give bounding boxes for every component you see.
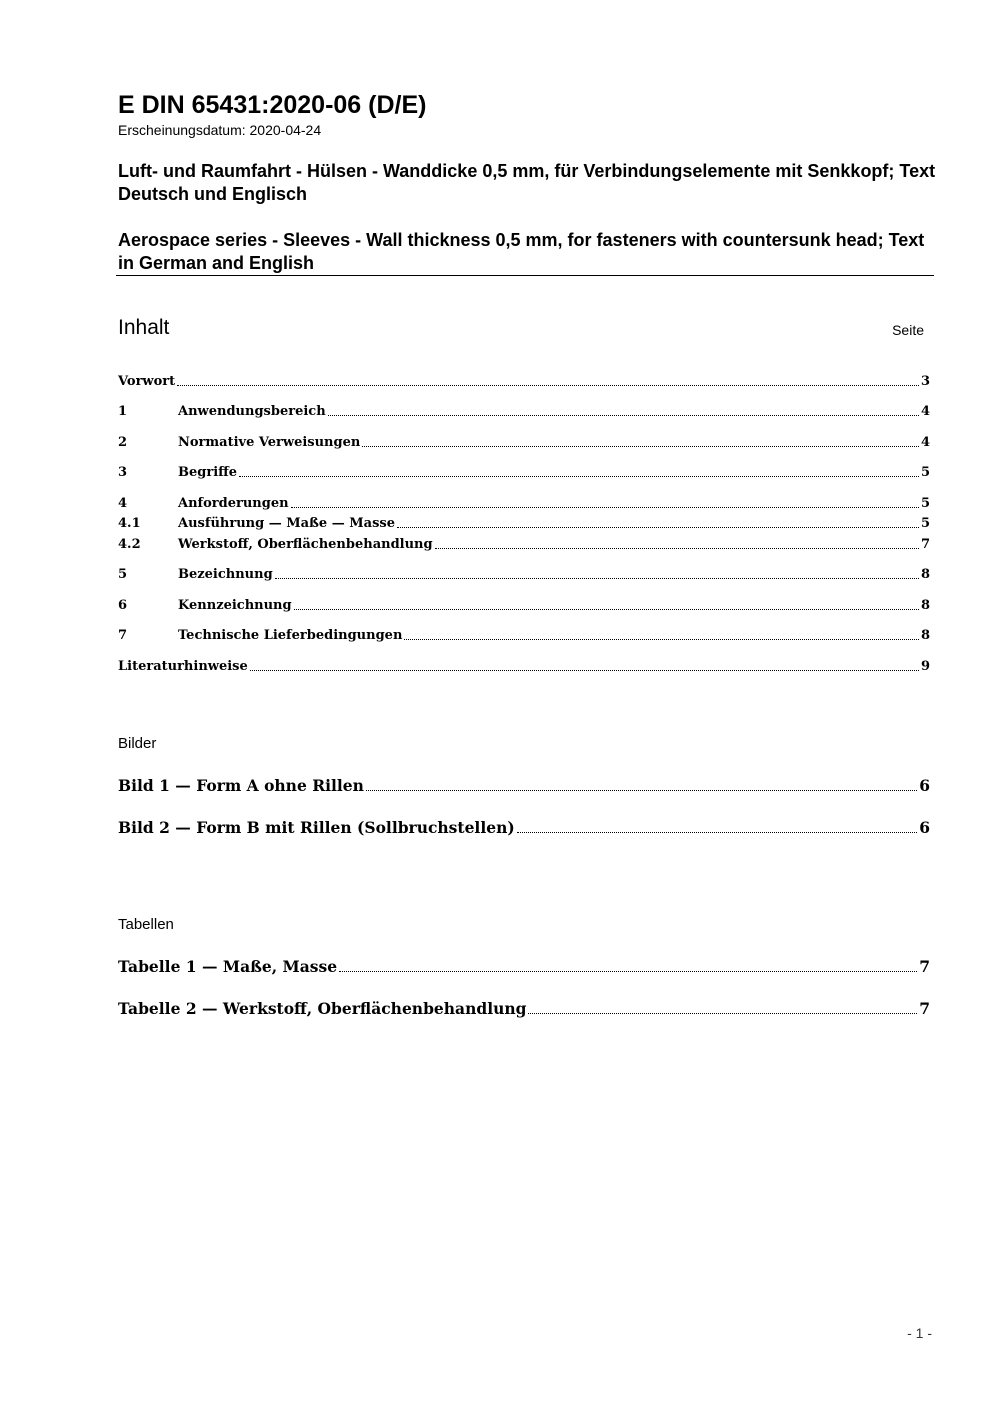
toc-entry-label: Kennzeichnung: [178, 598, 292, 613]
page-column-label: Seite: [892, 322, 924, 338]
figure-entry-page: 6: [919, 818, 930, 837]
toc-entry-label: Anwendungsbereich: [178, 404, 326, 419]
toc-entry-number: 3: [118, 465, 128, 480]
toc-entry-label: Ausführung — Maße — Masse: [178, 516, 395, 531]
table-entry-page: 7: [919, 999, 930, 1018]
figure-entry[interactable]: [118, 772, 930, 796]
toc-entry-number: 2: [118, 435, 128, 450]
toc-entry[interactable]: [118, 533, 930, 553]
toc-entry-page: 8: [920, 628, 930, 643]
toc-entry[interactable]: [118, 655, 930, 675]
toc-entry-page: 5: [920, 516, 930, 531]
toc-entry-page: 3: [920, 374, 930, 389]
toc-entry-page: 7: [920, 537, 930, 552]
dot-leader: [177, 385, 919, 386]
dot-leader: [528, 1013, 917, 1014]
toc-entry-number: 1: [118, 404, 128, 419]
dot-leader: [328, 415, 919, 416]
table-entry-label: Tabelle 1 — Maße, Masse: [118, 957, 338, 976]
toc-entry-page: 5: [920, 496, 930, 511]
figure-entry-page: 6: [919, 776, 930, 795]
toc-entry[interactable]: [118, 492, 930, 512]
toc-entry-label: Anforderungen: [178, 496, 289, 511]
dot-leader: [397, 527, 919, 528]
toc-entry-label: Begriffe: [178, 465, 238, 480]
toc-entry-label: Vorwort: [118, 374, 176, 389]
toc-entry-page: 8: [920, 598, 930, 613]
dot-leader: [339, 971, 917, 972]
toc-entry-number: 7: [118, 628, 128, 643]
table-entry-page: 7: [919, 957, 930, 976]
toc-entry-number: 4.2: [118, 537, 141, 552]
toc-entry[interactable]: [118, 563, 930, 583]
page-number: - 1 -: [907, 1325, 932, 1341]
figure-entry[interactable]: [118, 814, 930, 838]
dot-leader: [294, 609, 919, 610]
table-entry[interactable]: [118, 953, 930, 977]
table-entry-label: Tabelle 2 — Werkstoff, Oberflächenbehandlung: [118, 999, 527, 1018]
issue-date: Erscheinungsdatum: 2020-04-24: [118, 122, 322, 138]
toc-entry-page: 4: [920, 404, 930, 419]
toc-entry[interactable]: [118, 461, 930, 481]
toc-entry-number: 5: [118, 567, 128, 582]
dot-leader: [517, 832, 918, 833]
toc-entry[interactable]: [118, 370, 930, 390]
table-entry[interactable]: [118, 995, 930, 1019]
toc-entry[interactable]: [118, 512, 930, 532]
toc-entry-page: 9: [920, 659, 930, 674]
toc-entry[interactable]: [118, 594, 930, 614]
title-german: Luft- und Raumfahrt - Hülsen - Wanddicke 0,5 mm, für Verbindungselemente mit Senkkopf; Text Deutsch und Englisch: [118, 161, 936, 204]
toc-entry[interactable]: [118, 624, 930, 644]
dot-leader: [435, 548, 919, 549]
toc-entry-page: 8: [920, 567, 930, 582]
toc-entry-number: 6: [118, 598, 128, 613]
title-english: Aerospace series - Sleeves - Wall thickness 0,5 mm, for fasteners with countersunk head; Text in German and English: [118, 230, 925, 273]
dot-leader: [366, 790, 917, 791]
toc-entry[interactable]: [118, 400, 930, 420]
toc-entry[interactable]: [118, 431, 930, 451]
dot-leader: [250, 670, 919, 671]
figure-entry-label: Bild 1 — Form A ohne Rillen: [118, 776, 364, 795]
document-id: E DIN 65431:2020-06 (D/E): [118, 91, 427, 119]
toc-entry-page: 5: [920, 465, 930, 480]
dot-leader: [362, 446, 919, 447]
dot-leader: [275, 578, 919, 579]
dot-leader: [404, 639, 919, 640]
toc-entry-number: 4.1: [118, 516, 141, 531]
title-divider: [116, 275, 934, 276]
contents-heading: Inhalt: [118, 316, 170, 339]
figures-heading: Bilder: [118, 735, 157, 752]
toc-entry-label: Literaturhinweise: [118, 659, 248, 674]
toc-entry-label: Technische Lieferbedingungen: [178, 628, 403, 643]
toc-entry-label: Bezeichnung: [178, 567, 273, 582]
tables-heading: Tabellen: [118, 916, 174, 933]
toc-entry-label: Werkstoff, Oberflächenbehandlung: [178, 537, 433, 552]
toc-entry-number: 4: [118, 496, 128, 511]
toc-entry-label: Normative Verweisungen: [178, 435, 361, 450]
toc-entry-page: 4: [920, 435, 930, 450]
figure-entry-label: Bild 2 — Form B mit Rillen (Sollbruchstellen): [118, 818, 515, 837]
dot-leader: [291, 507, 919, 508]
dot-leader: [239, 476, 919, 477]
